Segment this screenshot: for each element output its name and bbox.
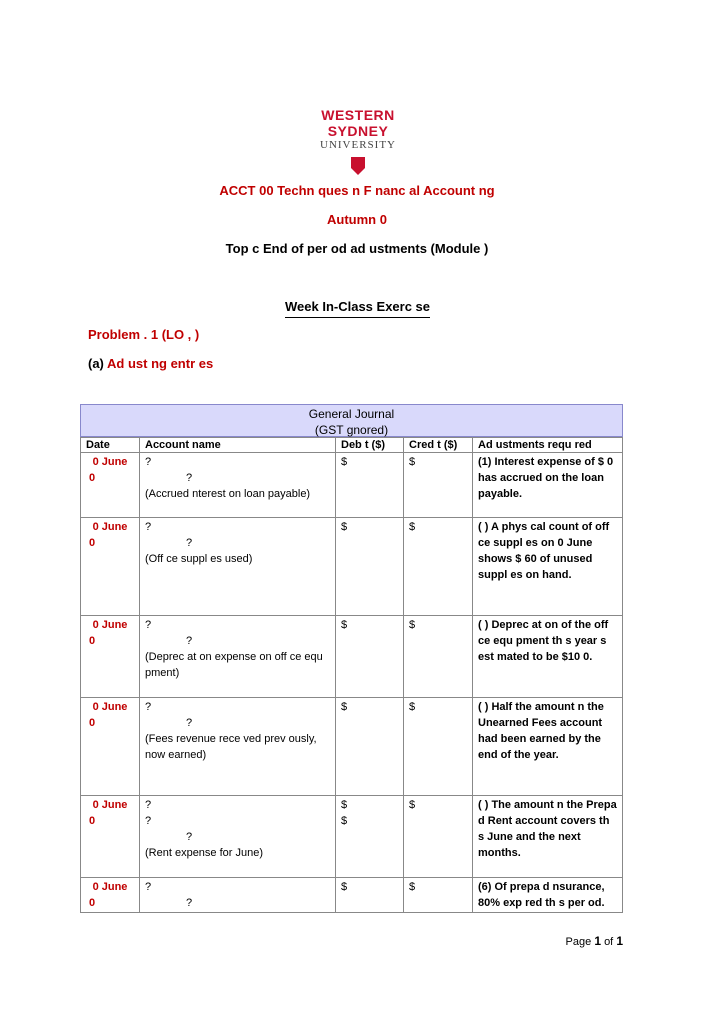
account-line: ? [186, 472, 193, 484]
shield-icon [350, 156, 366, 176]
date-line: 0 June [92, 881, 128, 893]
account-cell [140, 453, 336, 518]
debit-line: $ [341, 881, 348, 893]
part-heading [88, 356, 213, 371]
account-line: ? [186, 635, 193, 647]
credit-line: $ [409, 456, 416, 468]
account-line: ? [145, 815, 152, 827]
credit-line: $ [409, 799, 416, 811]
debit-line: $ [341, 521, 348, 533]
journal-title: General Journal [308, 407, 395, 421]
date-line: 0 June [92, 701, 128, 713]
debit-line: $ [341, 799, 348, 811]
account-cell [140, 616, 336, 698]
date-cell [81, 518, 140, 616]
col-adjustment: Ad ustments requ red [473, 438, 623, 453]
page-current: 1 [594, 934, 601, 948]
journal-table [80, 437, 623, 913]
logo-line-2: UNIVERSITY [320, 139, 396, 151]
account-line: ? [145, 799, 152, 811]
credit-line: $ [409, 881, 416, 893]
week-heading: Week In-Class Exerc se [285, 299, 430, 318]
debit-cell [336, 796, 404, 878]
page-of-label: of [604, 936, 614, 948]
credit-cell [404, 698, 473, 796]
debit-cell [336, 518, 404, 616]
topic-title: Top c End of per od ad ustments (Module ) [225, 241, 489, 256]
account-line: ? [186, 897, 193, 909]
col-credit: Cred t ($) [404, 438, 473, 453]
journal-row [81, 518, 623, 616]
account-cell [140, 518, 336, 616]
credit-cell [404, 878, 473, 913]
debit-line: $ [341, 456, 348, 468]
adjustment-cell: ( ) The amount n the Prepa d Rent account covers th s June and the next months. [473, 796, 623, 878]
date-cell [81, 878, 140, 913]
adjustment-cell: ( ) Deprec at on of the off ce equ pment th s year s est mated to be $10 0. [473, 616, 623, 698]
account-line: (Deprec at on expense on off ce equ pment) [145, 651, 323, 679]
adjustment-cell: ( ) Half the amount n the Unearned Fees account had been earned by the end of the year. [473, 698, 623, 796]
date-line: 0 June [92, 619, 128, 631]
date-line: 0 [89, 472, 96, 484]
credit-line: $ [409, 701, 416, 713]
col-date: Date [81, 438, 140, 453]
date-line: 0 [89, 717, 96, 729]
credit-line: $ [409, 521, 416, 533]
date-line: 0 June [92, 799, 128, 811]
account-line: (Rent expense for June) [145, 847, 264, 859]
part-letter: (a) [88, 356, 104, 371]
logo-line-1: WESTERN SYDNEY [321, 107, 395, 139]
date-cell [81, 616, 140, 698]
account-line: ? [186, 717, 193, 729]
journal-row [81, 616, 623, 698]
problem-title: Problem . 1 (LO , ) [88, 327, 200, 342]
column-header-row [81, 438, 623, 453]
account-line: ? [186, 537, 193, 549]
date-line: 0 [89, 897, 96, 909]
debit-cell [336, 878, 404, 913]
adjustment-cell: ( ) A phys cal count of off ce suppl es on 0 June shows $ 60 of unused suppl es on hand. [473, 518, 623, 616]
debit-line: $ [341, 619, 348, 631]
journal-row [81, 796, 623, 878]
date-line: 0 [89, 815, 96, 827]
journal-row [81, 453, 623, 518]
course-title: ACCT 00 Techn ques n F nanc al Account ng [219, 183, 495, 198]
university-logo [293, 107, 423, 163]
debit-cell [336, 616, 404, 698]
debit-line: $ [341, 701, 348, 713]
part-title: Ad ust ng entr es [107, 356, 214, 371]
date-line: 0 June [92, 521, 128, 533]
debit-cell [336, 453, 404, 518]
date-line: 0 [89, 537, 96, 549]
account-cell [140, 878, 336, 913]
date-cell [81, 796, 140, 878]
account-cell [140, 796, 336, 878]
credit-cell [404, 518, 473, 616]
credit-cell [404, 453, 473, 518]
debit-line: $ [341, 815, 348, 827]
account-line: (Accrued nterest on loan payable) [145, 488, 311, 500]
date-line: 0 [89, 635, 96, 647]
credit-cell [404, 796, 473, 878]
adjustment-cell: (6) Of prepa d nsurance, 80% exp red th s per od. [473, 878, 623, 913]
account-line: ? [145, 456, 152, 468]
adjustment-cell: (1) Interest expense of $ 0 has accrued on the loan payable. [473, 453, 623, 518]
account-line: ? [186, 831, 193, 843]
journal-row [81, 878, 623, 913]
account-cell [140, 698, 336, 796]
account-line: ? [145, 881, 152, 893]
credit-line: $ [409, 619, 416, 631]
term-label: Autumn 0 [327, 212, 387, 227]
date-cell [81, 698, 140, 796]
account-line: ? [145, 619, 152, 631]
col-account: Account name [140, 438, 336, 453]
page-total: 1 [616, 934, 623, 948]
journal-row [81, 698, 623, 796]
date-line: 0 June [92, 456, 128, 468]
account-line: ? [145, 521, 152, 533]
debit-cell [336, 698, 404, 796]
col-debit: Deb t ($) [336, 438, 404, 453]
account-line: (Fees revenue rece ved prev ously, now earned) [145, 733, 317, 761]
credit-cell [404, 616, 473, 698]
journal-header [80, 404, 623, 437]
page-label: Page [565, 936, 592, 948]
page-number [566, 934, 623, 948]
account-line: ? [145, 701, 152, 713]
date-cell [81, 453, 140, 518]
general-journal [80, 404, 623, 913]
journal-subtitle: (GST gnored) [314, 423, 389, 437]
account-line: (Off ce suppl es used) [145, 553, 253, 565]
